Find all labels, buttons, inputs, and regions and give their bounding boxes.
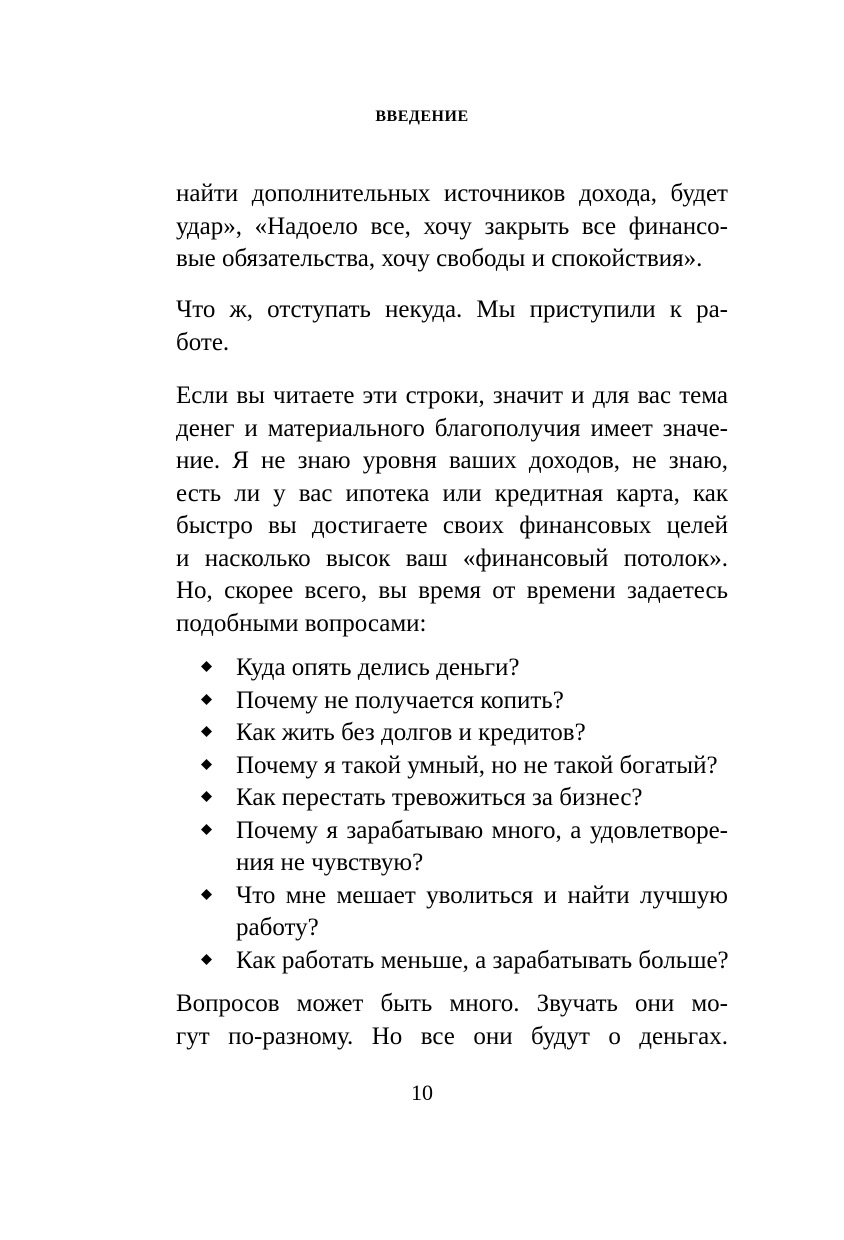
- text-line: вые обязательства, хочу свободы и спокойствия».: [176, 245, 703, 272]
- text-line: подобными вопросами:: [176, 609, 427, 637]
- diamond-bullet-icon: [201, 759, 212, 770]
- diamond-bullet-icon: [201, 824, 212, 835]
- question-item: [176, 652, 728, 685]
- question-text: работу?: [236, 914, 319, 941]
- question-text: ния не чувствую?: [236, 849, 424, 876]
- question-text: Почему я такой умный, но не такой богатый?: [236, 751, 718, 779]
- diamond-bullet-icon: [201, 954, 212, 965]
- text-line: Но, скорее всего, вы время от времени задаетесь: [176, 577, 728, 604]
- text-line: ние. Я не знаю уровня ваших доходов, не знаю,: [176, 447, 728, 474]
- question-text: Как перестать тревожиться за бизнес?: [236, 784, 643, 811]
- paragraph-3: [176, 380, 728, 640]
- paragraph-1: [176, 178, 728, 276]
- question-text: Как работать меньше, а зарабатывать больше?: [236, 946, 729, 974]
- paragraph-2: [176, 294, 728, 359]
- question-text: Куда опять делись деньги?: [236, 654, 520, 681]
- text-line: Что ж, отступать некуда. Мы приступили к ра-: [176, 296, 728, 323]
- text-line: есть ли у вас ипотека или кредитная карта, как: [176, 479, 728, 507]
- diamond-bullet-icon: [201, 726, 212, 737]
- text-line: гут по-разному. Но все они будут о деньгах.: [176, 1022, 728, 1050]
- question-item: [176, 750, 728, 783]
- text-line: Если вы читаете эти строки, значит и для вас тема: [176, 382, 728, 409]
- question-item: [176, 685, 728, 718]
- question-item: [176, 880, 728, 945]
- text-line: денег и материального благополучия имеет значе-: [176, 414, 728, 442]
- question-text: Почему не получается копить?: [236, 686, 564, 714]
- question-item: [176, 815, 728, 880]
- diamond-bullet-icon: [201, 791, 212, 802]
- text-line: и насколько высок ваш «финансовый потолок».: [176, 544, 728, 572]
- question-item: [176, 782, 728, 815]
- question-item: [176, 717, 728, 750]
- running-head: ВВЕДЕНИЕ: [375, 108, 469, 125]
- text-line: найти дополнительных источников дохода, будет: [176, 180, 728, 207]
- question-text: Почему я зарабатываю много, а удовлетворе-: [236, 816, 728, 844]
- text-line: боте.: [176, 328, 230, 356]
- diamond-bullet-icon: [201, 889, 212, 900]
- text-line: удар», «Надоело все, хочу закрыть все финансо-: [176, 212, 728, 240]
- paragraph-4: [176, 988, 728, 1053]
- page-number: 10: [411, 1080, 433, 1105]
- question-item: [176, 945, 728, 978]
- text-line: Вопросов может быть много. Звучать они мо-: [176, 990, 728, 1017]
- question-text: Что мне мешает уволиться и найти лучшую: [236, 881, 728, 909]
- diamond-bullet-icon: [201, 694, 212, 705]
- question-list: [176, 652, 728, 977]
- diamond-bullet-icon: [201, 661, 212, 672]
- text-line: быстро вы достигаете своих финансовых целей: [176, 512, 728, 539]
- question-text: Как жить без долгов и кредитов?: [236, 719, 586, 746]
